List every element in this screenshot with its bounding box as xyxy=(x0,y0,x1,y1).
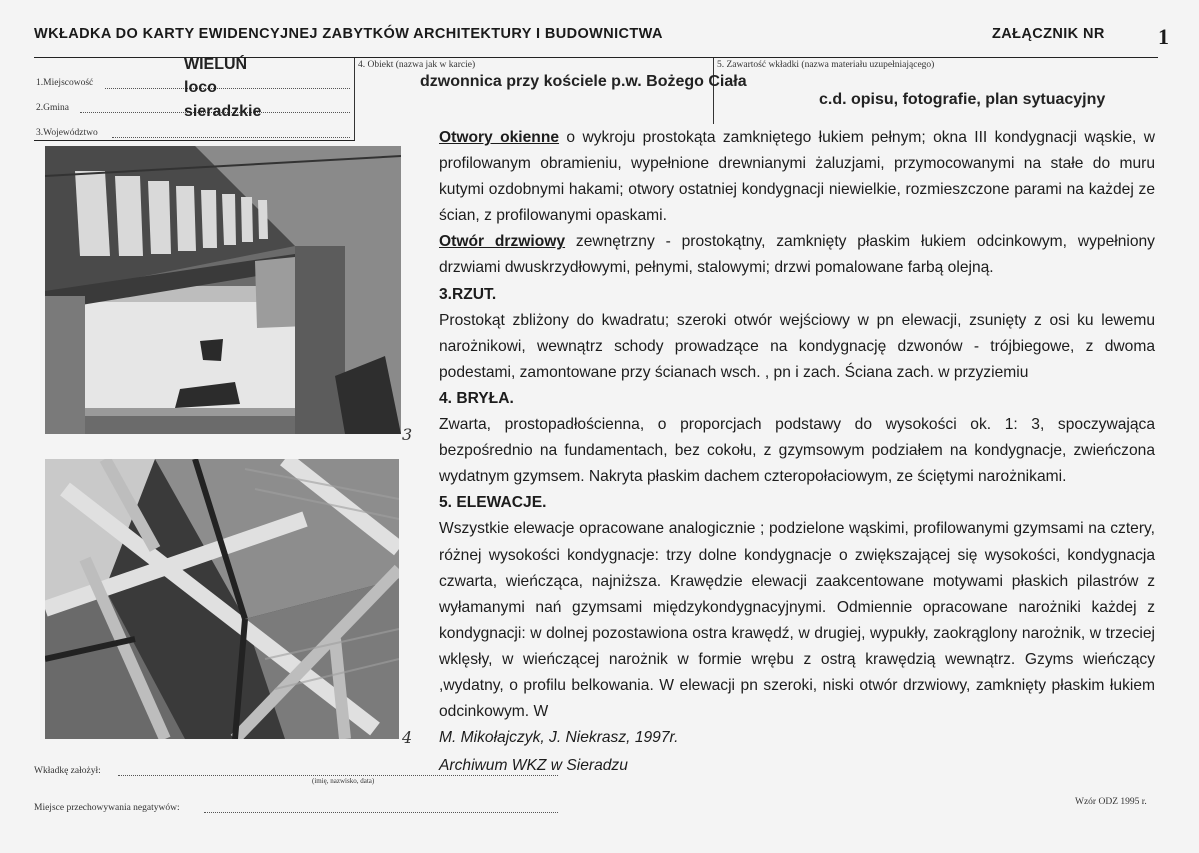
archive-credit: Archiwum WKZ w Sieradzu xyxy=(439,757,628,775)
attachment-number: 1 xyxy=(1158,24,1169,49)
gmina-value: loco xyxy=(184,79,217,96)
field-bottom-rule xyxy=(34,140,355,141)
form-version: Wzór ODZ 1995 r. xyxy=(1075,797,1147,807)
wojewodztwo-dots xyxy=(112,137,350,138)
miejscowosc-label: 1.Miejscowość xyxy=(36,78,94,88)
photo2-number: 4 xyxy=(402,728,413,747)
zalozyl-label: Wkładkę założył: xyxy=(34,766,101,776)
window-openings-heading: Otwory okienne xyxy=(439,129,560,146)
section-3-text: Prostokąt zbliżony do kwadratu; szeroki otwór wejściowy w pn elewacji, zsunięty z osi ku lewemu narożnikowi, wewnątrz schody prowadzące na kondygnację dzwonów - trójbiegowe, z dwoma podestami, zamontowane przy ścianach wsch. , pn i zach. Ściana zach. w przyziemiu xyxy=(439,311,1155,381)
section-5-title: 5. ELEWACJE. xyxy=(439,494,547,512)
miejscowosc-value: WIELUŃ xyxy=(184,56,248,73)
photo-stairs-interior xyxy=(45,146,401,434)
miejscowosc-dots xyxy=(105,88,350,89)
paragraph-door-opening xyxy=(439,229,1155,281)
field-divider-2 xyxy=(713,58,714,124)
section-5-text: Wszystkie elewacje opracowane analogicznie ; podzielone wąskimi, profilowanymi gzymsami na cztery, różnej wysokości kondygnacje: trzy dolne kondygnacje o zwiększającej się wysokości, kondygnacja czwarta, wieńcząca, najniższa. Krawędzie elewacji zaakcentowane motywami płaskich pilastrów z wyłamanymi nań gzymsami międzykondygnacyjnymi. Odmiennie opracowane narożniki każdej z kondygnacji: w dolnej pozostawiona ostra krawędź, w drugiej, wypukły, zaokrąglony narożnik, w trzeciej wklęsły, w wieńczącej narożnik w formie wrębu z ostrą krawędzią wewnątrz. Gzyms wieńczący ,wydatny, o profilu belkowania. W elewacji pn szeroki, niski otwór drzwiowy, zamknięty płaskim łukiem odcinkowym. W xyxy=(439,520,1155,721)
wojewodztwo-value: sieradzkie xyxy=(184,103,262,120)
section-4-title: 4. BRYŁA. xyxy=(439,389,514,407)
paragraph-window-openings xyxy=(439,125,1155,229)
attachment-label: ZAŁĄCZNIK NR xyxy=(992,26,1105,42)
photo-roof-truss xyxy=(45,459,399,739)
zalozyl-dots xyxy=(118,775,558,776)
description-text xyxy=(439,125,1155,779)
wojewodztwo-label: 3.Województwo xyxy=(36,128,98,138)
photo1-number: 3 xyxy=(402,425,413,444)
miejsce-label: Miejsce przechowywania negatywów: xyxy=(34,803,180,813)
author-credit: M. Mikołajczyk, J. Niekrasz, 1997r. xyxy=(439,729,679,747)
miejsce-dots xyxy=(204,812,558,813)
window-openings-text: o wykroju prostokąta zamkniętego łukiem pełnym; okna III kondygnacji wąskie, w profilowanym obramieniu, wypełnione drewnianymi żaluzjami, przymocowanymi na stałe do muru kutymi ozdobnymi hakami; otwory ostatniej kondygnacji niewielkie, rozmieszczone parami na każdej ze ścian, z profilowanymi opaskami. xyxy=(439,129,1155,225)
door-opening-text: zewnętrzny - prostokątny, zamknięty płaskim łukiem odcinkowym, wypełniony drzwiami dwuskrzydłowymi, pełnymi, stalowymi; drzwi pomalowane farbą olejną. xyxy=(439,233,1155,277)
field-divider-1 xyxy=(354,58,355,140)
zawartosc-label: 5. Zawartość wkładki (nazwa materiału uzupełniającego) xyxy=(717,60,935,70)
zawartosc-value: c.d. opisu, fotografie, plan sytuacyjny xyxy=(819,91,1106,108)
document-title: WKŁADKA DO KARTY EWIDENCYJNEJ ZABYTKÓW ARCHITEKTURY I BUDOWNICTWA xyxy=(34,26,663,42)
section-4-text: Zwarta, prostopadłościenna, o proporcjach podstawy do wysokości ok. 1: 3, spoczywająca bezpośrednio na fundamentach, bez cokołu, z gzymsowym podziałem na kondygnacje, zwieńczona wydatnym gzymsem. Nakryta płaskim dachem czteropołaciowym, ze ściętymi narożnikami. xyxy=(439,416,1155,486)
zalozyl-hint: (imię, nazwisko, data) xyxy=(312,777,375,785)
gmina-label: 2.Gmina xyxy=(36,103,69,113)
door-opening-heading: Otwór drzwiowy xyxy=(439,233,566,251)
obiekt-value: dzwonnica przy kościele p.w. Bożego Ciała xyxy=(420,73,747,90)
obiekt-label: 4. Obiekt (nazwa jak w karcie) xyxy=(358,60,476,70)
section-3-title: 3.RZUT. xyxy=(439,285,497,303)
